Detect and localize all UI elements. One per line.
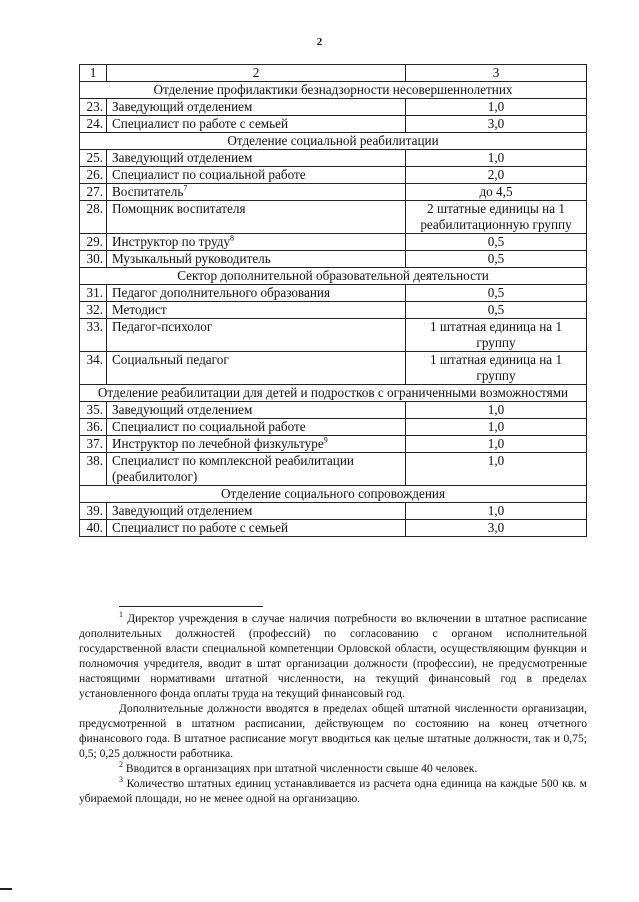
row-number: 35. xyxy=(80,402,107,419)
section-title: Отделение профилактики безнадзорности несовершеннолетних xyxy=(80,82,587,99)
position-name xyxy=(107,251,406,268)
staff-units-value: 0,5 xyxy=(406,234,587,251)
position-name xyxy=(107,402,406,419)
position-name xyxy=(107,419,406,436)
position-name xyxy=(107,99,406,116)
position-name-text: Инструктор по труду xyxy=(112,234,231,249)
table-row xyxy=(80,503,587,520)
footnote-text: Директор учреждения в случае наличия потребности во включении в штатное расписание дополнительных должностей (профессий) по согласованию с органом исполнительной государственной власти специальной компетенции Орловской области, осуществляющим функции и полномочия учредителя, вводит в штат организации должности (профессии), не предусмотренные настоящими нормативами штатной численности, на текущий финансовый год в пределах установленного фонда оплаты труда на текущий финансовый год. xyxy=(79,612,587,700)
position-name xyxy=(107,184,406,201)
staff-units-value: 2 штатные единицы на 1 реабилитационную группу xyxy=(406,201,587,234)
row-number: 34. xyxy=(80,352,107,385)
page-number: 2 xyxy=(316,36,323,48)
staffing-table xyxy=(79,64,587,537)
table-row xyxy=(80,436,587,453)
section-header-row xyxy=(80,268,587,285)
staff-units-value: до 4,5 xyxy=(406,184,587,201)
row-number: 31. xyxy=(80,285,107,302)
position-name xyxy=(107,201,406,234)
position-name xyxy=(107,234,406,251)
table-row xyxy=(80,319,587,352)
section-title: Отделение социальной реабилитации xyxy=(80,133,587,150)
section-title: Отделение социального сопровождения xyxy=(80,486,587,503)
position-name-text: Специалист по социальной работе xyxy=(112,419,306,434)
footnote-paragraph xyxy=(79,701,587,761)
table-row xyxy=(80,453,587,486)
position-name xyxy=(107,503,406,520)
staff-units-value: 1,0 xyxy=(406,402,587,419)
position-name-text: Специалист по работе с семьей xyxy=(112,116,289,131)
position-name-text: Педагог дополнительного образования xyxy=(112,285,331,300)
position-name xyxy=(107,436,406,453)
footnote-paragraph xyxy=(79,776,587,806)
footnote-mark: 2 xyxy=(119,760,123,770)
table-row xyxy=(80,520,587,537)
row-number: 23. xyxy=(80,99,107,116)
footnote-ref: 9 xyxy=(323,435,328,445)
row-number: 33. xyxy=(80,319,107,352)
section-header-row xyxy=(80,133,587,150)
position-name-text: Заведующий отделением xyxy=(112,503,253,518)
position-name-text: Заведующий отделением xyxy=(112,402,253,417)
table-row xyxy=(80,234,587,251)
staff-units-value: 1,0 xyxy=(406,436,587,453)
footnote-ref: 8 xyxy=(230,233,235,243)
table-header-row xyxy=(80,65,587,82)
footnotes xyxy=(79,611,587,806)
footnote-separator xyxy=(119,606,263,607)
position-name xyxy=(107,453,406,486)
row-number: 25. xyxy=(80,150,107,167)
footnote-paragraph xyxy=(79,611,587,701)
position-name xyxy=(107,319,406,352)
position-name xyxy=(107,167,406,184)
margin-mark xyxy=(0,888,12,890)
position-name xyxy=(107,352,406,385)
row-number: 32. xyxy=(80,302,107,319)
section-title: Отделение реабилитации для детей и подростков с ограниченными возможностями xyxy=(80,385,587,402)
staff-units-value: 1,0 xyxy=(406,150,587,167)
footnote-ref: 7 xyxy=(183,183,188,193)
footnote-paragraph xyxy=(79,761,587,776)
row-number: 38. xyxy=(80,453,107,486)
footnote-mark: 1 xyxy=(119,610,123,620)
footnote-text: Вводится в организациях при штатной численности свыше 40 человек. xyxy=(123,762,478,775)
staff-units-value: 2,0 xyxy=(406,167,587,184)
row-number: 28. xyxy=(80,201,107,234)
table-row xyxy=(80,99,587,116)
position-name-text: Специалист по работе с семьей xyxy=(112,520,289,535)
position-name xyxy=(107,520,406,537)
footnote-text: Количество штатных единиц устанавливается из расчета одна единица на каждые 500 кв. м убираемой площади, но не менее одной на организацию. xyxy=(79,777,587,805)
table-row xyxy=(80,402,587,419)
table-row xyxy=(80,116,587,133)
section-header-row xyxy=(80,385,587,402)
table-row xyxy=(80,302,587,319)
position-name-text: Педагог-психолог xyxy=(112,319,213,334)
position-name-text: Специалист по комплексной реабилитации (реабилитолог) xyxy=(112,453,354,484)
section-header-row xyxy=(80,486,587,503)
staff-units-value: 0,5 xyxy=(406,251,587,268)
table-row xyxy=(80,201,587,234)
row-number: 26. xyxy=(80,167,107,184)
footnote-text: Дополнительные должности вводятся в пределах общей штатной численности организации, предусмотренной в штатном расписании, действующем по состоянию на конец отчетного финансового года. В штатное расписание могут вводиться как целые штатные должности, так и 0,75; 0,5; 0,25 должности работника. xyxy=(79,702,587,760)
footnote-mark: 3 xyxy=(119,775,123,785)
table-row xyxy=(80,352,587,385)
position-name xyxy=(107,302,406,319)
staff-units-value: 1,0 xyxy=(406,99,587,116)
header-col-3: 3 xyxy=(406,65,587,82)
position-name-text: Инструктор по лечебной физкультуре xyxy=(112,436,324,451)
row-number: 36. xyxy=(80,419,107,436)
header-col-1: 1 xyxy=(80,65,107,82)
position-name xyxy=(107,150,406,167)
position-name-text: Воспитатель xyxy=(112,184,184,199)
header-col-2: 2 xyxy=(107,65,406,82)
table-row xyxy=(80,184,587,201)
table-row xyxy=(80,251,587,268)
staff-units-value: 0,5 xyxy=(406,285,587,302)
staff-units-value: 1,0 xyxy=(406,419,587,436)
table-row xyxy=(80,167,587,184)
staff-units-value: 3,0 xyxy=(406,520,587,537)
table-row xyxy=(80,285,587,302)
row-number: 40. xyxy=(80,520,107,537)
section-header-row xyxy=(80,82,587,99)
position-name-text: Методист xyxy=(112,302,167,317)
position-name-text: Заведующий отделением xyxy=(112,99,253,114)
row-number: 39. xyxy=(80,503,107,520)
row-number: 24. xyxy=(80,116,107,133)
row-number: 37. xyxy=(80,436,107,453)
position-name-text: Музыкальный руководитель xyxy=(112,251,271,266)
position-name-text: Помощник воспитателя xyxy=(112,201,246,216)
table-row xyxy=(80,419,587,436)
staff-units-value: 3,0 xyxy=(406,116,587,133)
section-title: Сектор дополнительной образовательной деятельности xyxy=(80,268,587,285)
staff-units-value: 1,0 xyxy=(406,453,587,486)
row-number: 30. xyxy=(80,251,107,268)
staff-units-value: 1,0 xyxy=(406,503,587,520)
staff-units-value: 1 штатная единица на 1 группу xyxy=(406,352,587,385)
position-name xyxy=(107,116,406,133)
row-number: 29. xyxy=(80,234,107,251)
row-number: 27. xyxy=(80,184,107,201)
staff-units-value: 1 штатная единица на 1 группу xyxy=(406,319,587,352)
staff-units-value: 0,5 xyxy=(406,302,587,319)
position-name-text: Социальный педагог xyxy=(112,352,229,367)
position-name-text: Специалист по социальной работе xyxy=(112,167,306,182)
table-row xyxy=(80,150,587,167)
position-name-text: Заведующий отделением xyxy=(112,150,253,165)
position-name xyxy=(107,285,406,302)
